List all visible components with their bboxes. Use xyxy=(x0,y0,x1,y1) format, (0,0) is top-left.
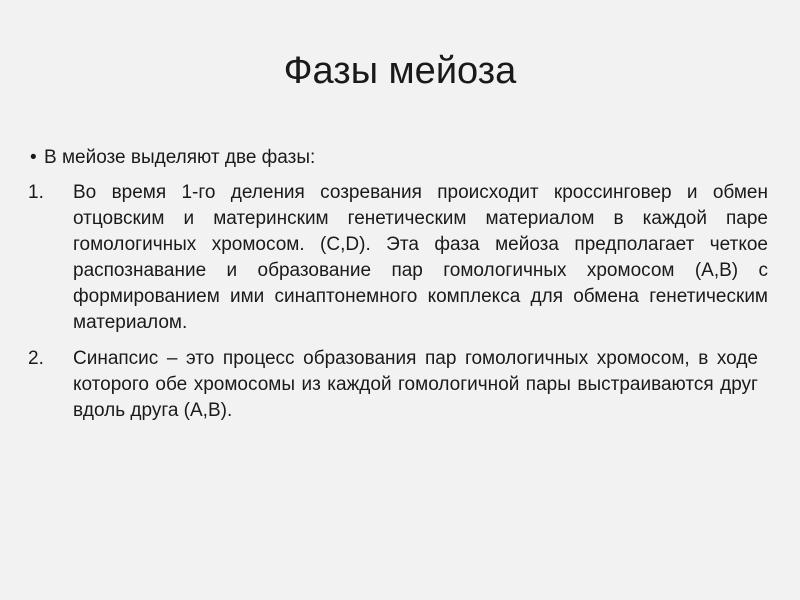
list-item-number: 1. xyxy=(28,182,44,203)
intro-bullet-line xyxy=(30,146,315,170)
slide-title: Фазы мейоза xyxy=(283,50,517,92)
list-item xyxy=(28,180,768,336)
list-item-text: Синапсис – это процесс образования пар гомологичных хромосом, в ходе которого обе хромосомы из каждой гомологичной пары выстраиваются друг вдоль друга (A,B). xyxy=(73,348,758,421)
phase-list xyxy=(28,180,768,434)
intro-text: В мейозе выделяют две фазы: xyxy=(44,147,316,168)
list-item xyxy=(28,346,768,424)
bullet-icon: • xyxy=(30,147,37,168)
list-item-text: Во время 1-го деления созревания происходит кроссинговер и обмен отцовским и материнским генетическим материалом в каждой паре гомологичных хромосом. (C,D). Эта фаза мейоза предполагает четкое распознавание и образование пар гомологичных хромосом (A,B) с формированием ими синаптонемного комплекса для обмена генетическим материалом. xyxy=(73,182,768,333)
list-item-number: 2. xyxy=(28,348,44,369)
